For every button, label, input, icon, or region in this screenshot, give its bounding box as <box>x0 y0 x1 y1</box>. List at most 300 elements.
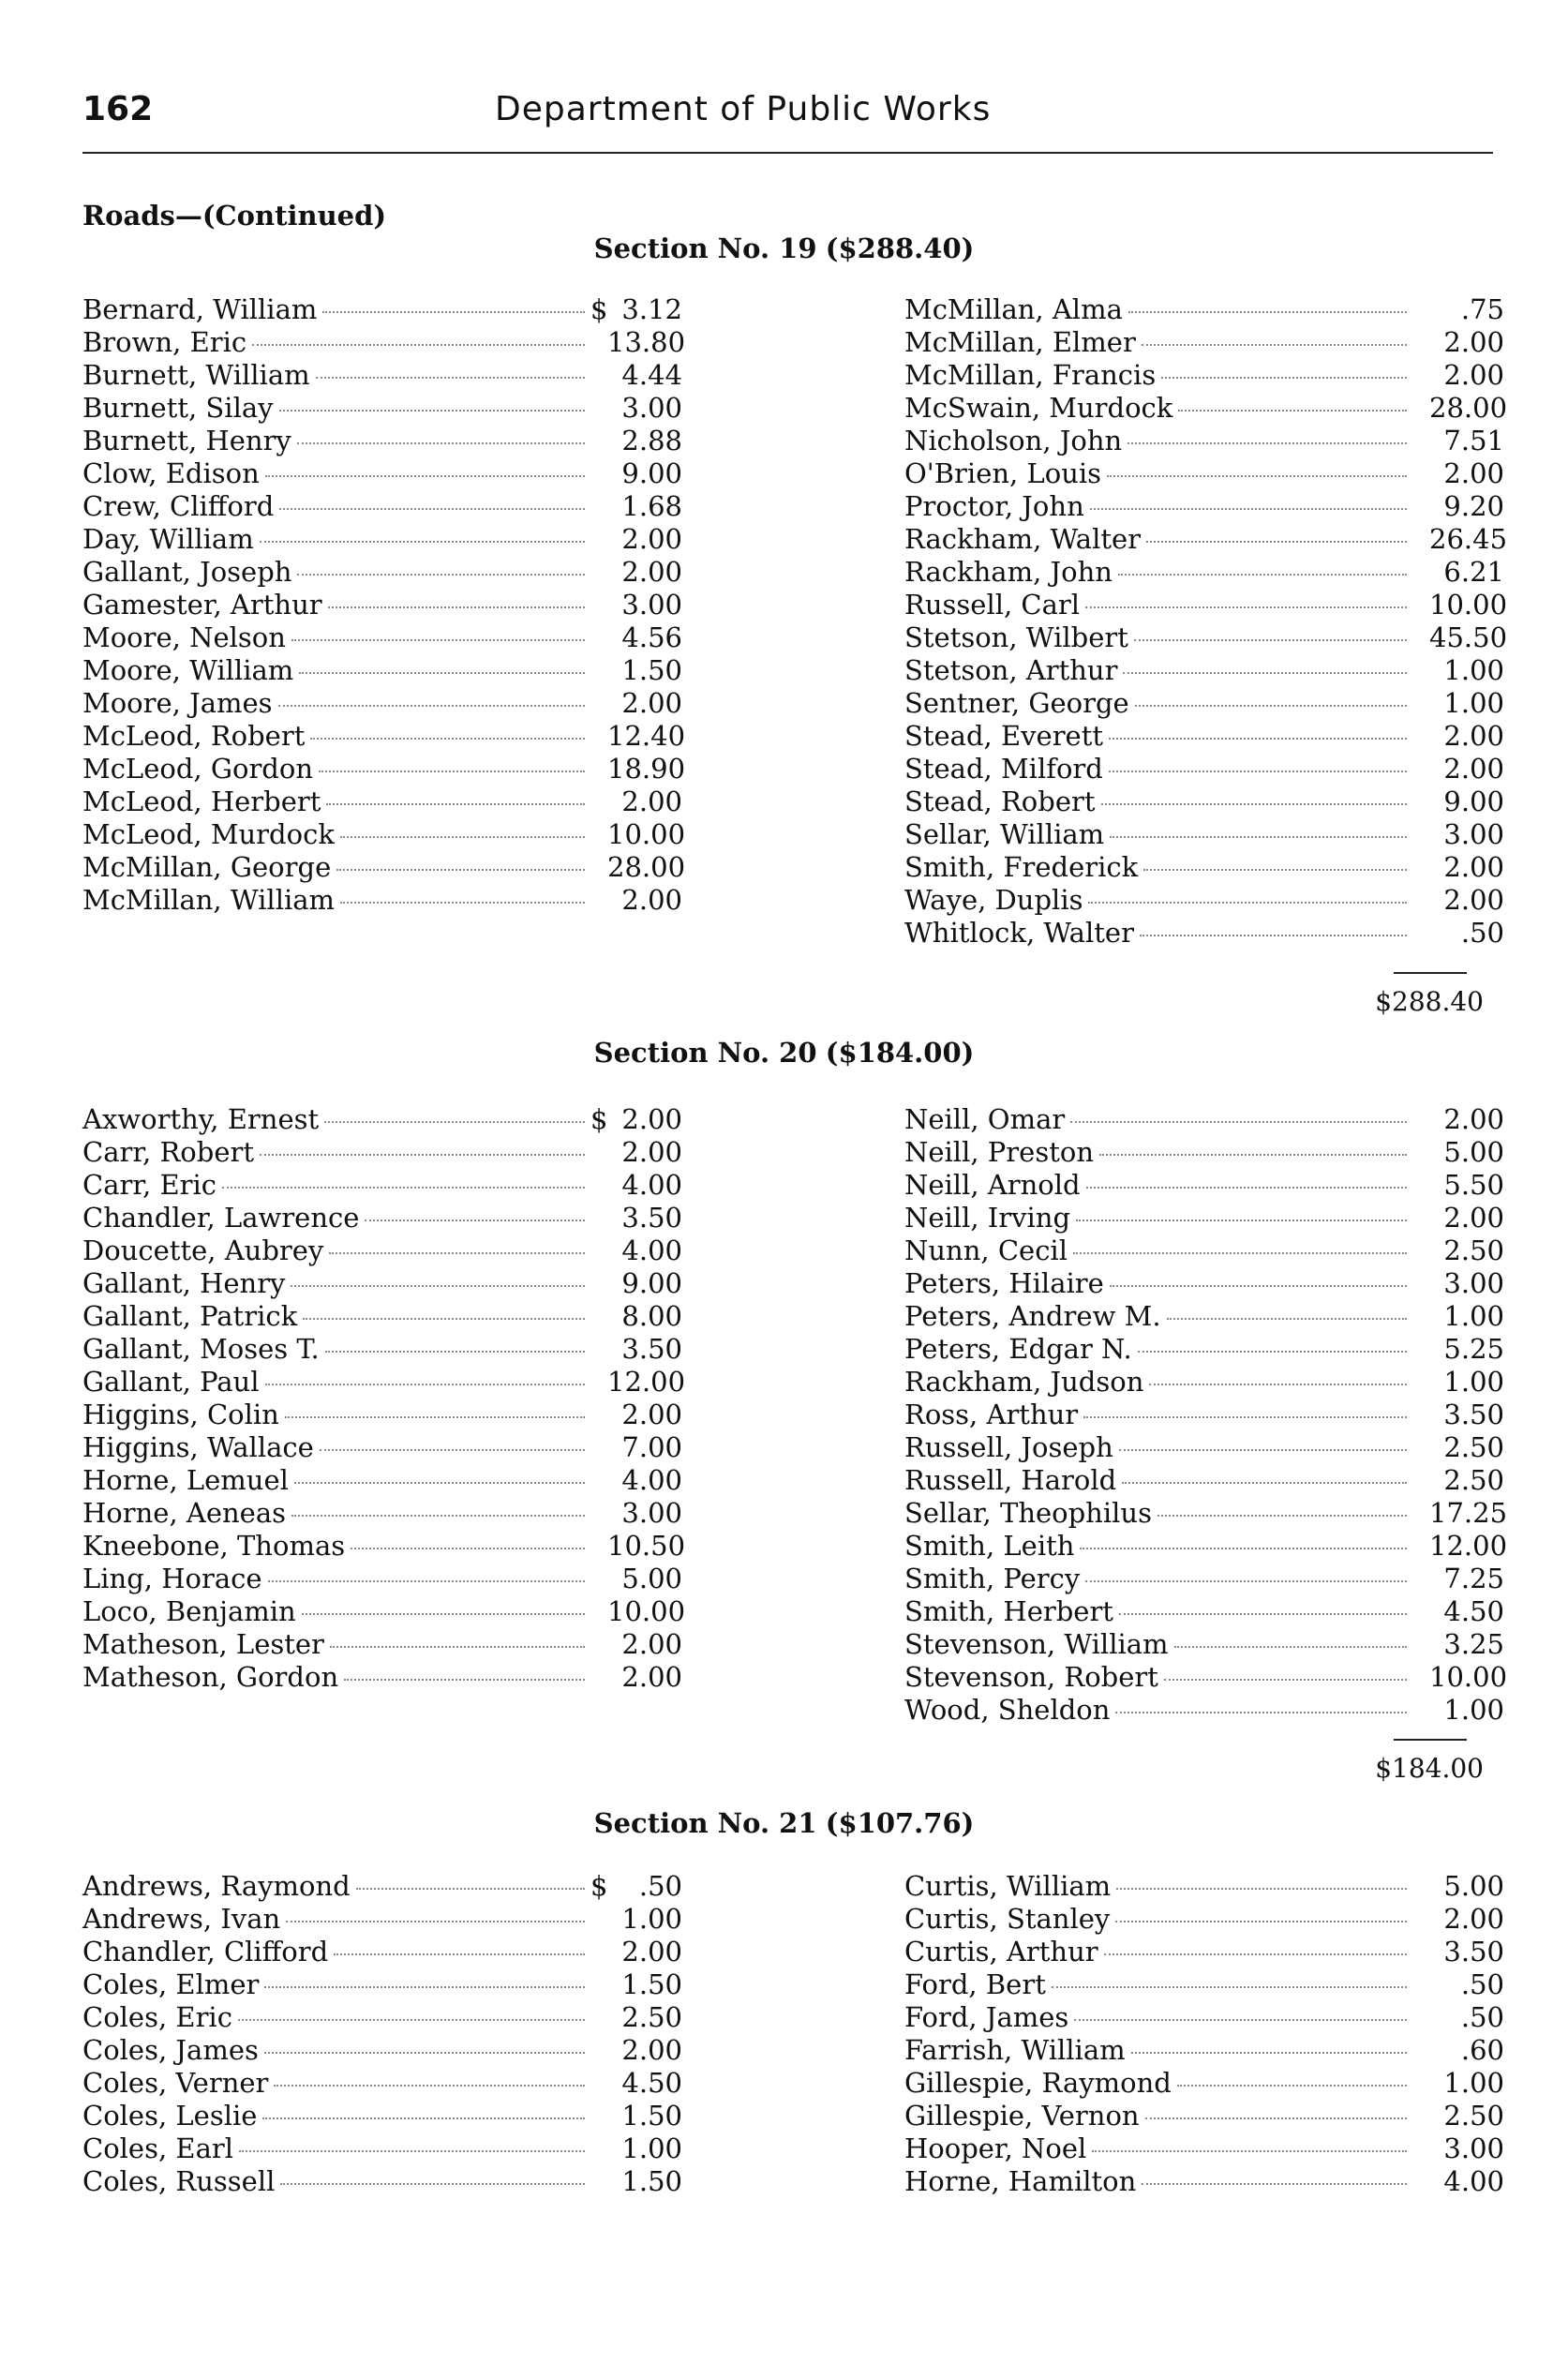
payment-amount: 3.00 <box>621 1497 682 1529</box>
leader-dots <box>1142 344 1407 346</box>
payment-amount: 5.00 <box>1443 1870 1504 1902</box>
payee-name: Ross, Arthur <box>904 1399 1079 1430</box>
list-item <box>904 392 1508 425</box>
payee-name: Coles, Earl <box>82 2132 234 2164</box>
list-item <box>82 1497 682 1530</box>
payment-amount: 3.00 <box>1443 2132 1504 2164</box>
section-title: Section No. 19 <box>593 232 817 264</box>
leader-dots <box>326 803 585 805</box>
payee-name: Stevenson, Robert <box>904 1661 1158 1693</box>
list-item <box>82 425 682 457</box>
list-item <box>82 687 682 720</box>
payment-amount: 10.00 <box>1429 1661 1508 1693</box>
leader-dots <box>1119 1613 1407 1615</box>
payee-name: McSwain, Murdock <box>904 392 1173 424</box>
payment-amount: 7.25 <box>1443 1563 1504 1594</box>
payee-name: McLeod, Herbert <box>82 786 321 817</box>
list-item <box>82 2034 682 2067</box>
leader-dots <box>1145 2117 1407 2119</box>
payment-amount: 5.00 <box>1443 1136 1504 1168</box>
leader-dots <box>260 541 585 543</box>
dollar-sign: $ <box>590 293 608 325</box>
payment-amount: 3.00 <box>621 392 682 424</box>
payee-name: Curtis, William <box>904 1870 1112 1902</box>
list-item <box>904 1300 1504 1333</box>
list-item <box>904 753 1504 786</box>
payee-name: Neill, Arnold <box>904 1169 1081 1201</box>
leader-dots <box>1174 1646 1407 1648</box>
payment-amount: 2.00 <box>1443 1202 1504 1234</box>
payee-name: Rackham, John <box>904 556 1113 588</box>
list-item <box>904 1497 1508 1530</box>
payee-name: Axworthy, Ernest <box>82 1103 320 1135</box>
section-heading <box>0 232 1568 264</box>
list-item <box>82 1936 682 1968</box>
payee-name: Matheson, Gordon <box>82 1661 339 1693</box>
list-item <box>904 2165 1504 2198</box>
payee-name: Gallant, Paul <box>82 1366 260 1398</box>
list-item <box>904 1694 1504 1727</box>
list-item <box>82 1169 682 1202</box>
list-item <box>904 556 1504 589</box>
payment-amount: 2.50 <box>1443 1464 1504 1496</box>
payment-amount: 28.00 <box>607 851 686 883</box>
list-item <box>904 687 1504 720</box>
payee-name: McLeod, Murdock <box>82 818 335 850</box>
leader-dots <box>291 639 585 641</box>
payee-name: Gillespie, Raymond <box>904 2067 1172 2099</box>
payment-amount: 2.50 <box>621 2001 682 2033</box>
payee-name: Brown, Eric <box>82 326 247 358</box>
section-title: Section No. 21 <box>593 1807 817 1839</box>
list-item <box>904 720 1504 753</box>
payment-amount: 2.00 <box>1443 851 1504 883</box>
payee-name: Coles, Russell <box>82 2165 276 2197</box>
list-item <box>82 2165 682 2198</box>
payment-amount: 2.50 <box>1443 2100 1504 2132</box>
payment-amount: 2.00 <box>621 1103 682 1135</box>
leader-dots <box>340 836 585 838</box>
leader-dots <box>336 869 585 871</box>
payment-amount: 1.00 <box>1443 1694 1504 1726</box>
leader-dots <box>1088 902 1407 904</box>
list-item <box>904 1903 1504 1936</box>
list-item <box>904 1464 1504 1497</box>
payment-amount: 1.00 <box>621 1903 682 1935</box>
payee-name: Peters, Andrew M. <box>904 1300 1161 1332</box>
payment-amount: 2.00 <box>621 1399 682 1430</box>
payee-name: Smith, Frederick <box>904 851 1139 883</box>
payee-name: Gamester, Arthur <box>82 589 322 621</box>
payee-name: Russell, Harold <box>904 1464 1117 1496</box>
payee-name: Carr, Robert <box>82 1136 254 1168</box>
leader-dots <box>286 1921 585 1923</box>
list-item <box>904 523 1508 556</box>
leader-dots <box>365 1219 585 1221</box>
leader-dots <box>1134 639 1407 641</box>
list-item <box>904 1431 1504 1464</box>
payment-amount: 6.21 <box>1443 556 1504 588</box>
section-total: $184.00 <box>1375 1753 1484 1784</box>
leader-dots <box>1146 541 1407 543</box>
section-amount: ($288.40) <box>825 232 975 264</box>
payment-amount: 1.50 <box>621 1968 682 2000</box>
payment-amount: 2.88 <box>621 425 682 456</box>
payment-amount: 10.50 <box>607 1530 686 1562</box>
leader-dots <box>1109 771 1407 772</box>
leader-dots <box>1110 1285 1407 1287</box>
list-item <box>904 589 1508 621</box>
page-number: 162 <box>82 90 154 128</box>
payee-name: Neill, Omar <box>904 1103 1066 1135</box>
payee-name: Russell, Carl <box>904 589 1081 621</box>
list-item <box>904 818 1504 851</box>
leader-dots <box>260 1154 585 1156</box>
payment-amount: 13.80 <box>607 326 686 358</box>
payment-amount: .50 <box>638 1870 682 1902</box>
section-amount: ($184.00) <box>825 1037 975 1069</box>
list-item <box>904 917 1504 950</box>
list-item <box>904 1267 1504 1300</box>
payment-amount: 4.56 <box>621 621 682 653</box>
list-item <box>82 1267 682 1300</box>
payee-name: Stead, Everett <box>904 720 1104 752</box>
payee-name: Crew, Clifford <box>82 490 275 522</box>
section-total: $288.40 <box>1375 986 1484 1017</box>
section-20-right <box>904 1103 1508 1727</box>
leader-dots <box>1127 442 1407 444</box>
leader-dots <box>1115 1921 1407 1923</box>
total-rule <box>1394 1739 1467 1741</box>
payment-amount: 2.00 <box>1443 1903 1504 1935</box>
leader-dots <box>330 1646 585 1648</box>
payee-name: Coles, Eric <box>82 2001 232 2033</box>
list-item <box>82 523 682 556</box>
payment-amount: 9.00 <box>1443 786 1504 817</box>
list-item <box>82 1595 686 1628</box>
payee-name: Coles, Verner <box>82 2067 269 2099</box>
list-item <box>82 2001 682 2034</box>
leader-dots <box>299 672 585 674</box>
leader-dots <box>328 606 585 608</box>
list-item <box>82 1366 686 1399</box>
leader-dots <box>344 1679 585 1681</box>
payee-name: McMillan, William <box>82 884 336 916</box>
list-item <box>904 654 1504 687</box>
leader-dots <box>356 1888 585 1890</box>
payee-name: Doucette, Aubrey <box>82 1234 324 1266</box>
payee-name: Higgins, Wallace <box>82 1431 314 1463</box>
payment-amount: 2.00 <box>621 884 682 916</box>
payment-amount: .50 <box>1460 917 1504 949</box>
payment-amount: 3.00 <box>1443 1267 1504 1299</box>
payment-amount: 9.00 <box>621 457 682 489</box>
payee-name: Matheson, Lester <box>82 1628 324 1660</box>
payment-amount: .50 <box>1460 2001 1504 2033</box>
list-item <box>904 1870 1504 1903</box>
payment-amount: 2.50 <box>1443 1431 1504 1463</box>
total-rule <box>1394 972 1467 974</box>
payee-name: Russell, Joseph <box>904 1431 1113 1463</box>
payment-amount: 10.00 <box>1429 589 1508 621</box>
leader-dots <box>1085 1580 1407 1582</box>
leader-dots <box>1119 1449 1407 1451</box>
list-item <box>904 1530 1508 1563</box>
payment-amount: 18.90 <box>607 753 686 785</box>
payee-name: Coles, Leslie <box>82 2100 258 2132</box>
list-item <box>904 1936 1504 1968</box>
payment-amount: 1.50 <box>621 2165 682 2197</box>
payment-amount: 26.45 <box>1429 523 1508 555</box>
leader-dots <box>1085 606 1407 608</box>
list-item <box>904 1234 1504 1267</box>
payment-amount: 3.50 <box>621 1333 682 1365</box>
payee-name: Ling, Horace <box>82 1563 262 1594</box>
leader-dots <box>1107 475 1407 477</box>
payment-amount: 2.00 <box>621 1661 682 1693</box>
list-item <box>904 1661 1508 1694</box>
leader-dots <box>1116 1888 1407 1890</box>
payee-name: Rackham, Judson <box>904 1366 1144 1398</box>
list-item <box>904 1563 1504 1595</box>
payment-amount: 4.50 <box>1443 1595 1504 1627</box>
payee-name: Stead, Robert <box>904 786 1096 817</box>
leader-dots <box>1178 410 1407 411</box>
leader-dots <box>1080 1548 1407 1549</box>
payment-amount: 3.25 <box>1443 1628 1504 1660</box>
payment-amount: 9.00 <box>621 1267 682 1299</box>
payment-amount: 1.50 <box>621 2100 682 2132</box>
payee-name: Gallant, Joseph <box>82 556 292 588</box>
leader-dots <box>1118 574 1407 576</box>
list-item <box>904 1595 1504 1628</box>
payee-name: McLeod, Gordon <box>82 753 314 785</box>
payee-name: Burnett, Henry <box>82 425 291 456</box>
leader-dots <box>1110 836 1407 838</box>
leader-dots <box>291 1285 585 1287</box>
list-item <box>904 326 1504 359</box>
payee-name: Ford, James <box>904 2001 1069 2033</box>
list-item <box>82 556 682 589</box>
leader-dots <box>1115 1712 1407 1713</box>
payee-name: Bernard, William <box>82 293 318 325</box>
payment-amount: 1.00 <box>1443 654 1504 686</box>
payee-name: Nunn, Cecil <box>904 1234 1068 1266</box>
payment-amount: 9.20 <box>1443 490 1504 522</box>
list-item <box>82 786 682 818</box>
leader-dots <box>1086 1187 1407 1189</box>
leader-dots <box>1149 1384 1407 1385</box>
payee-name: Moore, James <box>82 687 273 719</box>
payment-amount: 2.00 <box>621 2034 682 2066</box>
leader-dots <box>351 1548 585 1549</box>
payment-amount: 3.50 <box>1443 1936 1504 1968</box>
leader-dots <box>303 1318 585 1320</box>
leader-dots <box>1074 2019 1407 2021</box>
list-item <box>82 1628 682 1661</box>
payment-amount: 4.50 <box>621 2067 682 2099</box>
list-item <box>82 1103 682 1136</box>
list-item <box>82 818 686 851</box>
list-item <box>904 425 1504 457</box>
list-item <box>82 1464 682 1497</box>
payment-amount: 2.00 <box>1443 457 1504 489</box>
payee-name: Day, William <box>82 523 254 555</box>
leader-dots <box>1138 1351 1407 1353</box>
payee-name: Stevenson, William <box>904 1628 1169 1660</box>
list-item <box>904 457 1504 490</box>
leader-dots <box>291 1515 585 1517</box>
payment-amount: 2.00 <box>621 786 682 817</box>
payment-amount: 1.50 <box>621 654 682 686</box>
payee-name: Gallant, Moses T. <box>82 1333 320 1365</box>
list-item <box>82 589 682 621</box>
list-item <box>904 359 1504 392</box>
payee-name: McMillan, Alma <box>904 293 1123 325</box>
list-item <box>82 1530 686 1563</box>
leader-dots <box>1177 2085 1407 2087</box>
section-amount: ($107.76) <box>825 1807 975 1839</box>
payee-name: Sentner, George <box>904 687 1129 719</box>
list-item <box>904 1202 1504 1234</box>
section-heading <box>0 1807 1568 1839</box>
payee-name: McMillan, Francis <box>904 359 1157 391</box>
page-header <box>82 90 1493 156</box>
payee-name: Neill, Irving <box>904 1202 1071 1234</box>
payment-amount: 17.25 <box>1429 1497 1508 1529</box>
payee-name: Smith, Herbert <box>904 1595 1113 1627</box>
list-item <box>904 2067 1504 2100</box>
leader-dots <box>325 1351 585 1353</box>
list-item <box>904 2034 1504 2067</box>
leader-dots <box>1142 2183 1407 2185</box>
list-item <box>82 293 682 326</box>
payment-amount: 2.00 <box>621 687 682 719</box>
leader-dots <box>252 344 585 346</box>
header-rule <box>82 152 1493 154</box>
leader-dots <box>1128 311 1407 313</box>
payee-name: Moore, William <box>82 654 294 686</box>
list-item <box>904 786 1504 818</box>
payee-name: Hooper, Noel <box>904 2132 1087 2164</box>
payment-amount: 4.00 <box>621 1464 682 1496</box>
list-item <box>904 621 1508 654</box>
payee-name: Kneebone, Thomas <box>82 1530 346 1562</box>
leader-dots <box>297 442 585 444</box>
payee-name: Chandler, Lawrence <box>82 1202 360 1234</box>
payee-name: Moore, Nelson <box>82 621 286 653</box>
list-item <box>82 392 682 425</box>
payee-name: Waye, Duplis <box>904 884 1083 916</box>
leader-dots <box>1073 1252 1407 1254</box>
payee-name: Burnett, William <box>82 359 310 391</box>
section-19-left <box>82 293 686 917</box>
leader-dots <box>320 1449 585 1451</box>
payee-name: Farrish, William <box>904 2034 1126 2066</box>
leader-dots <box>329 1252 585 1254</box>
leader-dots <box>262 2117 585 2119</box>
list-item <box>82 1661 682 1694</box>
payee-name: Higgins, Colin <box>82 1399 279 1430</box>
leader-dots <box>279 508 585 510</box>
list-item <box>82 326 686 359</box>
leader-dots <box>1143 869 1407 871</box>
payment-amount: 4.00 <box>621 1169 682 1201</box>
payment-amount: 4.44 <box>621 359 682 391</box>
section-heading <box>0 1037 1568 1069</box>
leader-dots <box>1099 1154 1407 1156</box>
payment-amount: 3.00 <box>1443 818 1504 850</box>
payee-name: McLeod, Robert <box>82 720 306 752</box>
payment-amount: 2.00 <box>1443 359 1504 391</box>
list-item <box>82 1234 682 1267</box>
payment-amount: .50 <box>1460 1968 1504 2000</box>
payee-name: Stead, Milford <box>904 753 1103 785</box>
payee-name: Stetson, Arthur <box>904 654 1118 686</box>
payment-amount: 5.50 <box>1443 1169 1504 1201</box>
leader-dots <box>1083 1416 1407 1418</box>
leader-dots <box>278 705 585 707</box>
leader-dots <box>1140 935 1407 936</box>
section-20-left <box>82 1103 686 1694</box>
payment-amount: 3.00 <box>621 589 682 621</box>
leader-dots <box>222 1187 585 1189</box>
payment-amount: 2.00 <box>621 1136 682 1168</box>
payee-name: Gallant, Patrick <box>82 1300 298 1332</box>
list-item <box>904 1333 1504 1366</box>
list-item <box>82 1202 682 1234</box>
leader-dots <box>1104 1953 1407 1955</box>
payee-name: Carr, Eric <box>82 1169 217 1201</box>
payment-amount: 3.12 <box>621 293 682 325</box>
list-item <box>82 884 682 917</box>
payment-amount: 1.00 <box>621 2132 682 2164</box>
payment-amount: 3.50 <box>621 1202 682 1234</box>
list-item <box>904 1628 1504 1661</box>
leader-dots <box>1092 2150 1407 2152</box>
leader-dots <box>340 902 585 904</box>
leader-dots <box>265 1384 585 1385</box>
page-title: Department of Public Works <box>495 90 992 128</box>
leader-dots <box>274 2085 585 2087</box>
list-item <box>82 1136 682 1169</box>
leader-dots <box>1101 803 1407 805</box>
payment-amount: 12.00 <box>1429 1530 1508 1562</box>
leader-dots <box>279 410 585 411</box>
payment-amount: 4.00 <box>1443 2165 1504 2197</box>
list-item <box>82 851 686 884</box>
payee-name: Smith, Leith <box>904 1530 1075 1562</box>
leader-dots <box>324 1121 585 1123</box>
list-item <box>904 490 1504 523</box>
payee-name: Curtis, Arthur <box>904 1936 1098 1968</box>
payment-amount: 28.00 <box>1429 392 1508 424</box>
payment-amount: 2.00 <box>1443 753 1504 785</box>
payee-name: Sellar, William <box>904 818 1105 850</box>
payee-name: Smith, Percy <box>904 1563 1081 1594</box>
leader-dots <box>334 1953 585 1955</box>
leader-dots <box>1161 377 1407 379</box>
payment-amount: 12.00 <box>607 1366 686 1398</box>
payee-name: Horne, Hamilton <box>904 2165 1137 2197</box>
payment-amount: 2.00 <box>1443 326 1504 358</box>
payment-amount: 3.50 <box>1443 1399 1504 1430</box>
list-item <box>904 884 1504 917</box>
list-item <box>904 851 1504 884</box>
payee-name: Gillespie, Vernon <box>904 2100 1140 2132</box>
list-item <box>82 1870 682 1903</box>
list-item <box>82 1300 682 1333</box>
